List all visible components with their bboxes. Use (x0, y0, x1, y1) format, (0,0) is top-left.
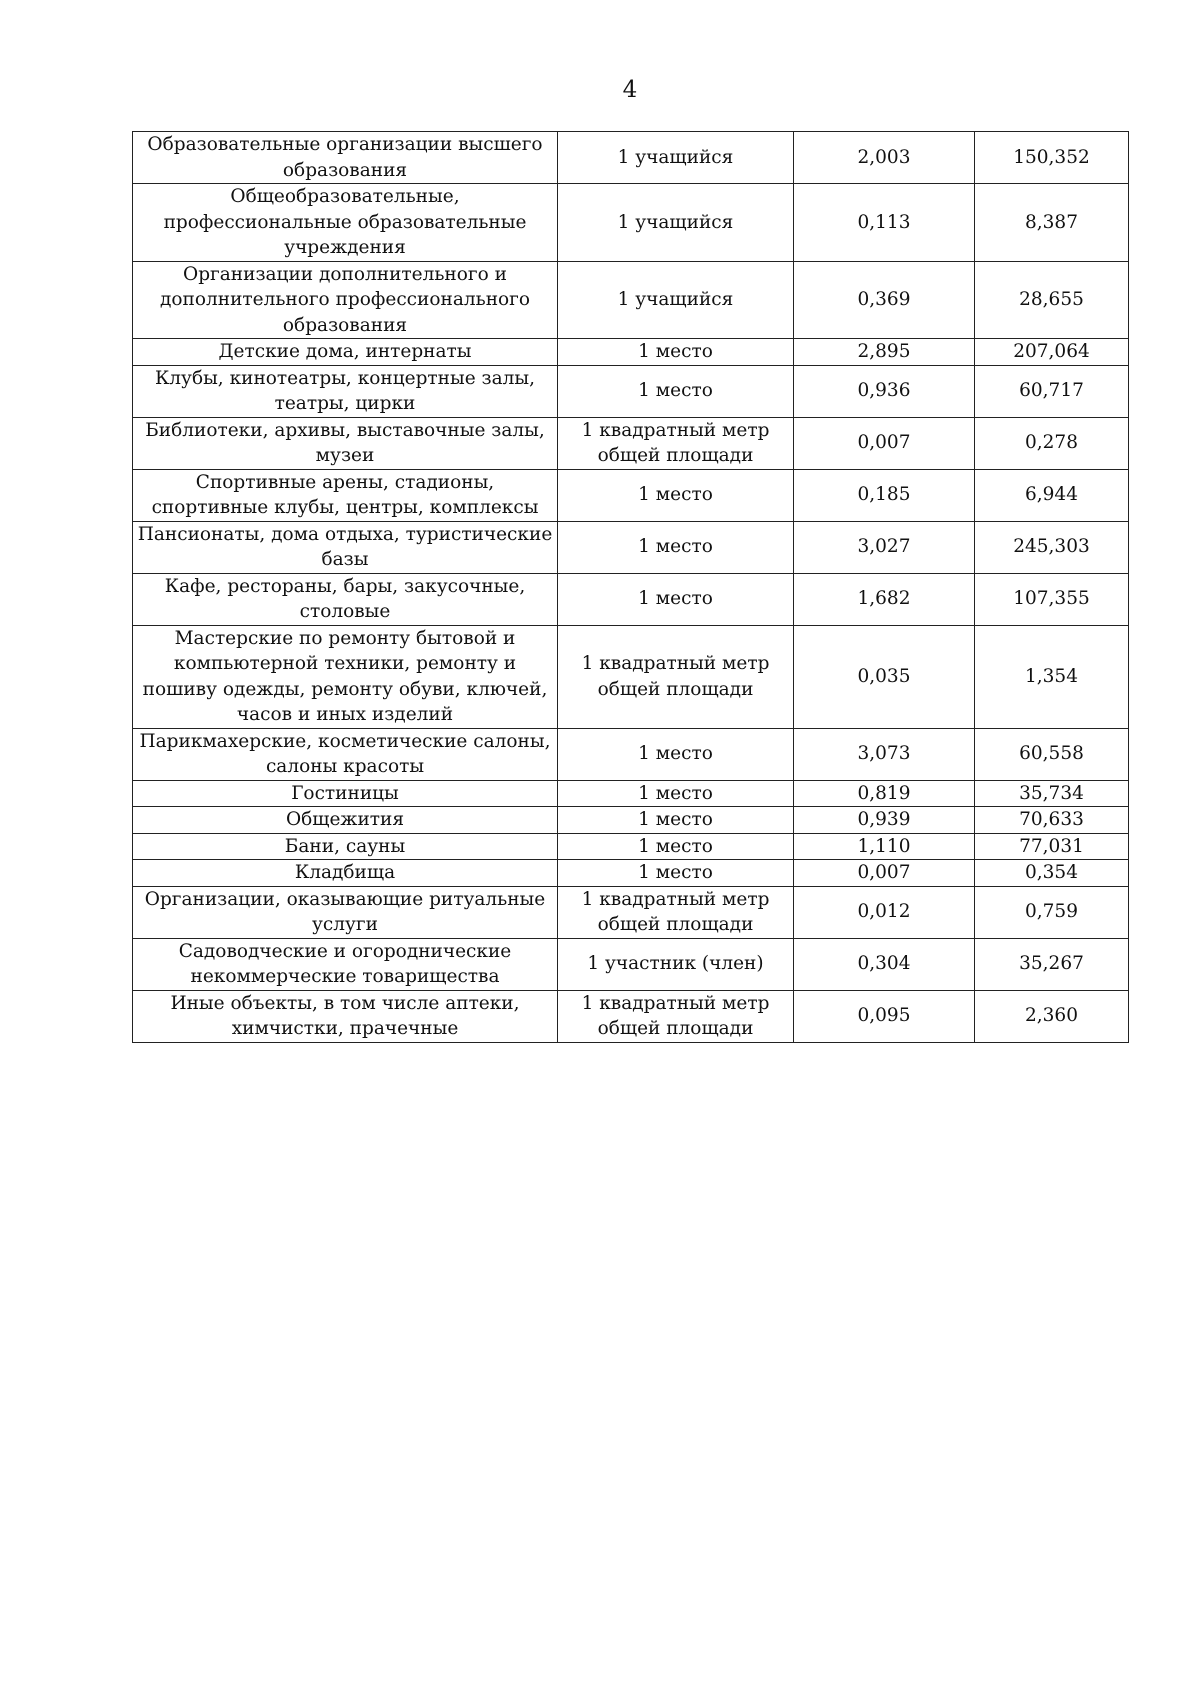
object-type-cell: Общежития (133, 807, 558, 834)
norm-value-cell: 0,012 (794, 886, 975, 938)
norm-value-cell: 0,007 (794, 860, 975, 887)
unit-cell: 1 место (558, 833, 794, 860)
table-row (133, 261, 1129, 339)
unit-cell: 1 место (558, 469, 794, 521)
unit-cell: 1 место (558, 573, 794, 625)
unit-cell: 1 участник (член) (558, 938, 794, 990)
annual-value-cell: 207,064 (975, 339, 1129, 366)
table-row (133, 860, 1129, 887)
table-row (133, 886, 1129, 938)
data-table (132, 131, 1129, 1043)
norm-value-cell: 0,095 (794, 990, 975, 1042)
annual-value-cell: 107,355 (975, 573, 1129, 625)
norm-value-cell: 0,819 (794, 780, 975, 807)
object-type-cell: Кладбища (133, 860, 558, 887)
unit-cell: 1 учащийся (558, 184, 794, 262)
object-type-cell: Клубы, кинотеатры, концертные залы, театры, цирки (133, 365, 558, 417)
norm-value-cell: 0,007 (794, 417, 975, 469)
object-type-cell: Мастерские по ремонту бытовой и компьютерной техники, ремонту и пошиву одежды, ремонту обуви, ключей, часов и иных изделий (133, 625, 558, 728)
annual-value-cell: 8,387 (975, 184, 1129, 262)
table-row (133, 990, 1129, 1042)
table-row (133, 132, 1129, 184)
norm-value-cell: 3,073 (794, 728, 975, 780)
unit-cell: 1 место (558, 339, 794, 366)
object-type-cell: Кафе, рестораны, бары, закусочные, столовые (133, 573, 558, 625)
object-type-cell: Библиотеки, архивы, выставочные залы, музеи (133, 417, 558, 469)
table-row (133, 625, 1129, 728)
annual-value-cell: 6,944 (975, 469, 1129, 521)
unit-cell: 1 квадратный метр общей площади (558, 625, 794, 728)
object-type-cell: Гостиницы (133, 780, 558, 807)
table-row (133, 780, 1129, 807)
table-row (133, 807, 1129, 834)
unit-cell: 1 место (558, 807, 794, 834)
unit-cell: 1 учащийся (558, 132, 794, 184)
table-row (133, 469, 1129, 521)
norm-value-cell: 0,113 (794, 184, 975, 262)
object-type-cell: Спортивные арены, стадионы, спортивные клубы, центры, комплексы (133, 469, 558, 521)
annual-value-cell: 60,717 (975, 365, 1129, 417)
unit-cell: 1 место (558, 521, 794, 573)
norm-value-cell: 3,027 (794, 521, 975, 573)
table-row (133, 938, 1129, 990)
norm-value-cell: 0,304 (794, 938, 975, 990)
annual-value-cell: 0,278 (975, 417, 1129, 469)
table-row (133, 728, 1129, 780)
unit-cell: 1 место (558, 728, 794, 780)
table-row (133, 339, 1129, 366)
annual-value-cell: 0,354 (975, 860, 1129, 887)
object-type-cell: Детские дома, интернаты (133, 339, 558, 366)
object-type-cell: Парикмахерские, косметические салоны, салоны красоты (133, 728, 558, 780)
norm-value-cell: 2,003 (794, 132, 975, 184)
unit-cell: 1 место (558, 860, 794, 887)
annual-value-cell: 245,303 (975, 521, 1129, 573)
norm-value-cell: 1,682 (794, 573, 975, 625)
annual-value-cell: 60,558 (975, 728, 1129, 780)
norm-value-cell: 0,185 (794, 469, 975, 521)
object-type-cell: Бани, сауны (133, 833, 558, 860)
object-type-cell: Иные объекты, в том числе аптеки, химчистки, прачечные (133, 990, 558, 1042)
table-row (133, 521, 1129, 573)
unit-cell: 1 место (558, 365, 794, 417)
table-row (133, 365, 1129, 417)
annual-value-cell: 35,734 (975, 780, 1129, 807)
norm-value-cell: 2,895 (794, 339, 975, 366)
annual-value-cell: 77,031 (975, 833, 1129, 860)
object-type-cell: Пансионаты, дома отдыха, туристические базы (133, 521, 558, 573)
table-row (133, 417, 1129, 469)
norm-value-cell: 0,936 (794, 365, 975, 417)
object-type-cell: Организации, оказывающие ритуальные услуги (133, 886, 558, 938)
annual-value-cell: 35,267 (975, 938, 1129, 990)
annual-value-cell: 0,759 (975, 886, 1129, 938)
annual-value-cell: 70,633 (975, 807, 1129, 834)
object-type-cell: Организации дополнительного и дополнительного профессионального образования (133, 261, 558, 339)
annual-value-cell: 28,655 (975, 261, 1129, 339)
annual-value-cell: 1,354 (975, 625, 1129, 728)
norm-value-cell: 1,110 (794, 833, 975, 860)
annual-value-cell: 2,360 (975, 990, 1129, 1042)
norm-value-cell: 0,939 (794, 807, 975, 834)
unit-cell: 1 квадратный метр общей площади (558, 417, 794, 469)
unit-cell: 1 квадратный метр общей площади (558, 886, 794, 938)
annual-value-cell: 150,352 (975, 132, 1129, 184)
norm-value-cell: 0,035 (794, 625, 975, 728)
table-row (133, 573, 1129, 625)
unit-cell: 1 квадратный метр общей площади (558, 990, 794, 1042)
unit-cell: 1 место (558, 780, 794, 807)
object-type-cell: Общеобразовательные, профессиональные образовательные учреждения (133, 184, 558, 262)
unit-cell: 1 учащийся (558, 261, 794, 339)
page-number: 4 (622, 77, 638, 103)
table-row (133, 833, 1129, 860)
norm-value-cell: 0,369 (794, 261, 975, 339)
object-type-cell: Образовательные организации высшего образования (133, 132, 558, 184)
object-type-cell: Садоводческие и огороднические некоммерческие товарищества (133, 938, 558, 990)
table-row (133, 184, 1129, 262)
table-body (133, 132, 1129, 1043)
